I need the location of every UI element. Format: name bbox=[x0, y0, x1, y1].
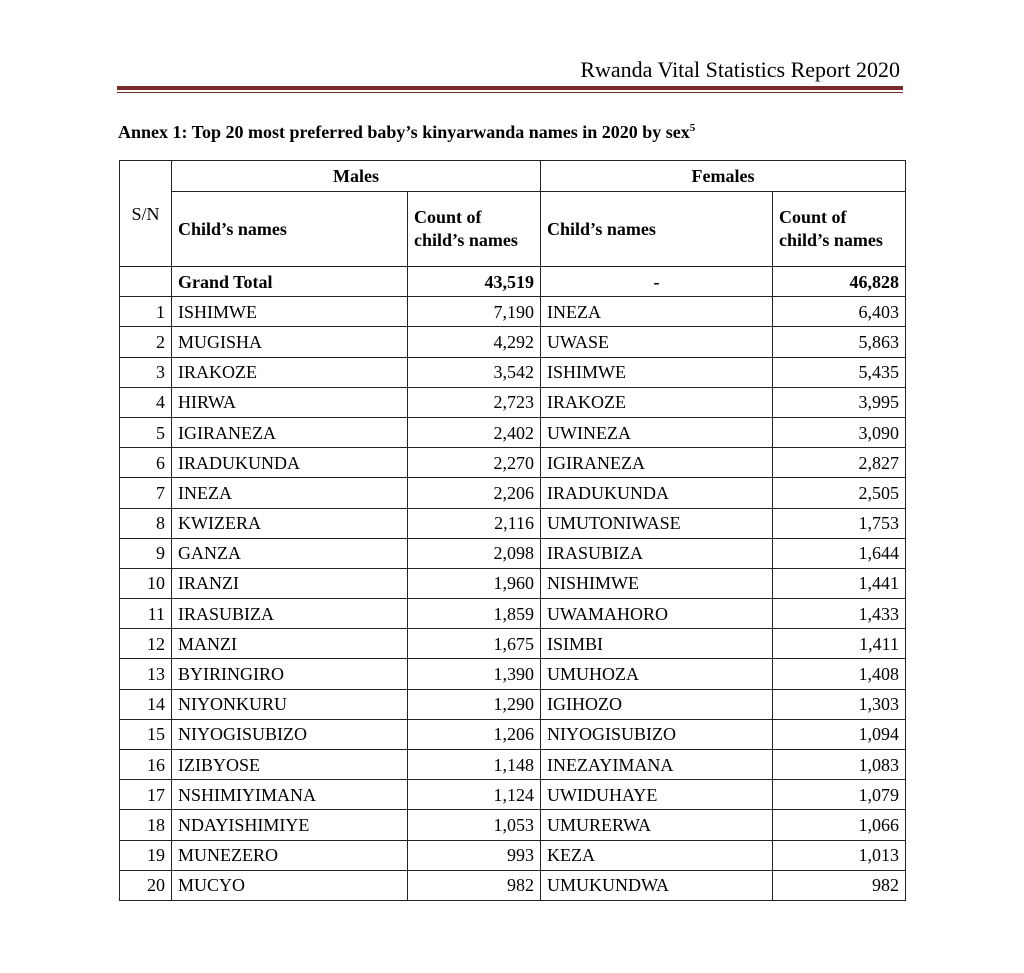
table-row bbox=[120, 689, 906, 719]
row-female-name: UWAMAHORO bbox=[541, 599, 773, 629]
row-male-name: GANZA bbox=[172, 538, 408, 568]
row-male-count: 2,116 bbox=[408, 508, 541, 538]
table-row bbox=[120, 629, 906, 659]
sn-header: S/N bbox=[120, 161, 172, 267]
grand-total-label: Grand Total bbox=[172, 267, 408, 297]
row-female-name: UWIDUHAYE bbox=[541, 780, 773, 810]
table-row bbox=[120, 599, 906, 629]
row-sn: 15 bbox=[120, 719, 172, 749]
row-female-count: 1,408 bbox=[773, 659, 906, 689]
row-male-name: NIYONKURU bbox=[172, 689, 408, 719]
table-row bbox=[120, 719, 906, 749]
row-female-count: 2,827 bbox=[773, 448, 906, 478]
row-female-count: 2,505 bbox=[773, 478, 906, 508]
grand-total-female-count: 46,828 bbox=[773, 267, 906, 297]
row-female-count: 3,090 bbox=[773, 417, 906, 447]
table-row bbox=[120, 659, 906, 689]
row-male-name: KWIZERA bbox=[172, 508, 408, 538]
table-row bbox=[120, 568, 906, 598]
row-male-name: INEZA bbox=[172, 478, 408, 508]
males-header: Males bbox=[172, 161, 541, 192]
row-male-name: ISHIMWE bbox=[172, 297, 408, 327]
grand-total-female-label: - bbox=[541, 267, 773, 297]
table-row bbox=[120, 750, 906, 780]
row-male-count: 1,124 bbox=[408, 780, 541, 810]
row-sn: 3 bbox=[120, 357, 172, 387]
table-row bbox=[120, 357, 906, 387]
row-female-name: IRAKOZE bbox=[541, 387, 773, 417]
male-names-header: Child’s names bbox=[172, 192, 408, 267]
row-female-name: IRASUBIZA bbox=[541, 538, 773, 568]
row-sn: 12 bbox=[120, 629, 172, 659]
row-sn: 20 bbox=[120, 870, 172, 900]
row-sn: 8 bbox=[120, 508, 172, 538]
table-row bbox=[120, 810, 906, 840]
row-female-count: 1,013 bbox=[773, 840, 906, 870]
row-female-name: ISIMBI bbox=[541, 629, 773, 659]
row-male-count: 7,190 bbox=[408, 297, 541, 327]
row-male-count: 2,402 bbox=[408, 417, 541, 447]
row-male-count: 2,206 bbox=[408, 478, 541, 508]
row-female-count: 1,441 bbox=[773, 568, 906, 598]
row-female-name: NISHIMWE bbox=[541, 568, 773, 598]
row-female-name: IRADUKUNDA bbox=[541, 478, 773, 508]
row-female-count: 1,753 bbox=[773, 508, 906, 538]
row-male-count: 1,390 bbox=[408, 659, 541, 689]
male-count-header: Count of child’s names bbox=[408, 192, 541, 267]
row-female-count: 982 bbox=[773, 870, 906, 900]
row-male-name: BYIRINGIRO bbox=[172, 659, 408, 689]
header-rule-thick bbox=[117, 86, 903, 90]
row-male-count: 1,148 bbox=[408, 750, 541, 780]
row-sn: 1 bbox=[120, 297, 172, 327]
annex-title-text: Annex 1: Top 20 most preferred baby’s kinyarwanda names in 2020 by sex bbox=[118, 122, 690, 142]
table-row bbox=[120, 870, 906, 900]
row-male-count: 2,270 bbox=[408, 448, 541, 478]
row-male-name: NSHIMIYIMANA bbox=[172, 780, 408, 810]
row-male-count: 4,292 bbox=[408, 327, 541, 357]
table-row bbox=[120, 327, 906, 357]
row-male-count: 1,859 bbox=[408, 599, 541, 629]
grand-total-row bbox=[120, 267, 906, 297]
row-male-count: 1,960 bbox=[408, 568, 541, 598]
row-sn: 11 bbox=[120, 599, 172, 629]
row-male-name: HIRWA bbox=[172, 387, 408, 417]
report-title: Rwanda Vital Statistics Report 2020 bbox=[580, 57, 900, 82]
row-male-name: NDAYISHIMIYE bbox=[172, 810, 408, 840]
row-male-name: MUCYO bbox=[172, 870, 408, 900]
row-male-name: NIYOGISUBIZO bbox=[172, 719, 408, 749]
row-male-count: 1,290 bbox=[408, 689, 541, 719]
table-row bbox=[120, 508, 906, 538]
row-male-name: MANZI bbox=[172, 629, 408, 659]
row-female-count: 5,863 bbox=[773, 327, 906, 357]
row-female-count: 3,995 bbox=[773, 387, 906, 417]
row-female-count: 1,644 bbox=[773, 538, 906, 568]
row-female-name: INEZA bbox=[541, 297, 773, 327]
row-male-count: 982 bbox=[408, 870, 541, 900]
row-female-name: NIYOGISUBIZO bbox=[541, 719, 773, 749]
table-row bbox=[120, 417, 906, 447]
row-female-count: 1,083 bbox=[773, 750, 906, 780]
footnote-mark: 5 bbox=[689, 122, 696, 134]
row-female-name: UMURERWA bbox=[541, 810, 773, 840]
row-sn: 4 bbox=[120, 387, 172, 417]
row-male-name: IRAKOZE bbox=[172, 357, 408, 387]
row-sn: 17 bbox=[120, 780, 172, 810]
row-male-name: IGIRANEZA bbox=[172, 417, 408, 447]
table-row bbox=[120, 448, 906, 478]
row-sn: 18 bbox=[120, 810, 172, 840]
row-male-name: IZIBYOSE bbox=[172, 750, 408, 780]
row-female-name: INEZAYIMANA bbox=[541, 750, 773, 780]
names-table bbox=[119, 160, 906, 901]
row-male-name: IRADUKUNDA bbox=[172, 448, 408, 478]
row-sn: 14 bbox=[120, 689, 172, 719]
row-female-name: IGIRANEZA bbox=[541, 448, 773, 478]
row-female-name: ISHIMWE bbox=[541, 357, 773, 387]
row-sn: 6 bbox=[120, 448, 172, 478]
table-row bbox=[120, 780, 906, 810]
row-female-count: 1,094 bbox=[773, 719, 906, 749]
row-female-name: UMUTONIWASE bbox=[541, 508, 773, 538]
row-female-count: 5,435 bbox=[773, 357, 906, 387]
row-male-name: IRANZI bbox=[172, 568, 408, 598]
row-female-count: 1,303 bbox=[773, 689, 906, 719]
row-male-count: 3,542 bbox=[408, 357, 541, 387]
females-header: Females bbox=[541, 161, 906, 192]
row-male-count: 1,053 bbox=[408, 810, 541, 840]
row-male-name: MUNEZERO bbox=[172, 840, 408, 870]
row-female-name: UMUHOZA bbox=[541, 659, 773, 689]
row-sn: 13 bbox=[120, 659, 172, 689]
table-row bbox=[120, 478, 906, 508]
row-sn: 5 bbox=[120, 417, 172, 447]
female-count-header: Count of child’s names bbox=[773, 192, 906, 267]
row-male-count: 1,675 bbox=[408, 629, 541, 659]
grand-total-sn bbox=[120, 267, 172, 297]
row-female-name: UWASE bbox=[541, 327, 773, 357]
row-female-name: UWINEZA bbox=[541, 417, 773, 447]
row-sn: 7 bbox=[120, 478, 172, 508]
row-female-name: IGIHOZO bbox=[541, 689, 773, 719]
table-row bbox=[120, 840, 906, 870]
row-female-name: UMUKUNDWA bbox=[541, 870, 773, 900]
grand-total-male-count: 43,519 bbox=[408, 267, 541, 297]
row-sn: 19 bbox=[120, 840, 172, 870]
header-rule-thin bbox=[117, 92, 903, 93]
row-male-count: 993 bbox=[408, 840, 541, 870]
row-female-name: KEZA bbox=[541, 840, 773, 870]
annex-title bbox=[118, 120, 695, 144]
row-female-count: 1,411 bbox=[773, 629, 906, 659]
row-male-count: 2,723 bbox=[408, 387, 541, 417]
row-female-count: 1,066 bbox=[773, 810, 906, 840]
row-female-count: 1,433 bbox=[773, 599, 906, 629]
row-sn: 2 bbox=[120, 327, 172, 357]
row-male-count: 2,098 bbox=[408, 538, 541, 568]
row-female-count: 1,079 bbox=[773, 780, 906, 810]
row-female-count: 6,403 bbox=[773, 297, 906, 327]
female-names-header: Child’s names bbox=[541, 192, 773, 267]
row-sn: 16 bbox=[120, 750, 172, 780]
row-sn: 9 bbox=[120, 538, 172, 568]
table-row bbox=[120, 387, 906, 417]
row-male-name: IRASUBIZA bbox=[172, 599, 408, 629]
row-sn: 10 bbox=[120, 568, 172, 598]
row-male-count: 1,206 bbox=[408, 719, 541, 749]
table-row bbox=[120, 538, 906, 568]
table-row bbox=[120, 297, 906, 327]
row-male-name: MUGISHA bbox=[172, 327, 408, 357]
